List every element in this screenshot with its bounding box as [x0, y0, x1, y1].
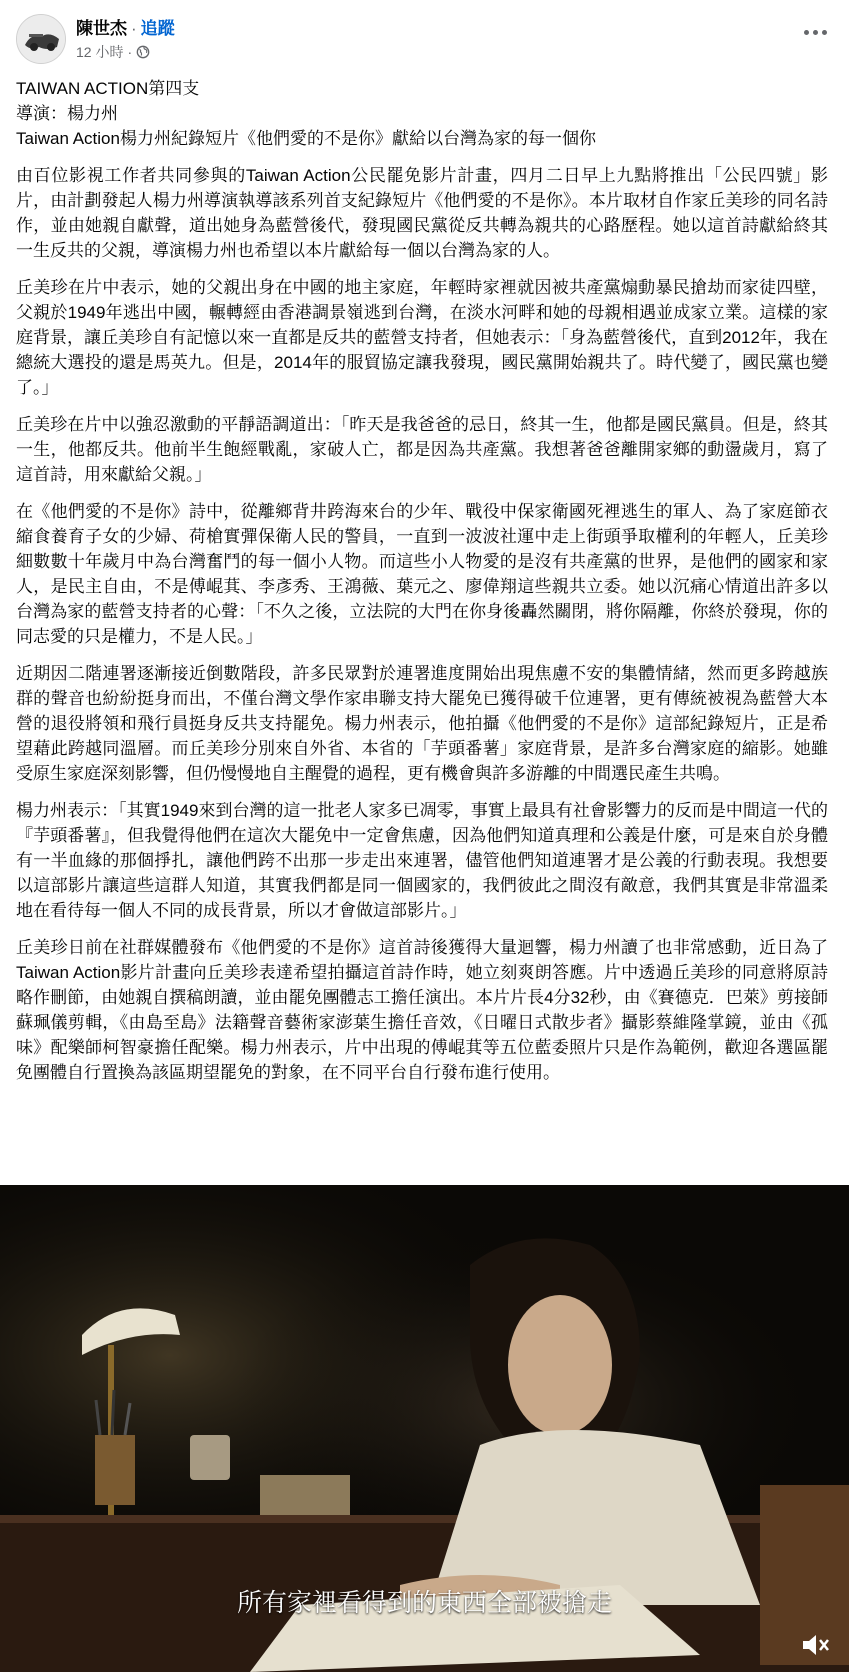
post-paragraph: 丘美珍日前在社群媒體發布《他們愛的不是你》這首詩後獲得大量迴響，楊力州讀了也非常感動，近日為了Taiwan Action影片計畫向丘美珍表達希望拍攝這首詩作時，她立刻爽朗答應。片中透過丘美珍的同意將原詩略作刪節，由她親自撰稿朗讀，並由罷免團體志工擔任演出。本片片長4分32秒，由《賽德克．巴萊》剪接師蘇珮儀剪輯，《由島至島》法籍聲音藝術家澎葉生擔任音效，《日曜日式散步者》攝影蔡維隆掌鏡，並由《孤味》配樂師柯智豪擔任配樂。楊力州表示，片中出現的傅崐萁等五位藍委照片只是作為範例，歡迎各選區罷免團體自行置換為該區期望罷免的對象，在不同平台自行發布進行使用。	[16, 938, 828, 1082]
post-paragraph: 楊力州表示：「其實1949來到台灣的這一批老人家多已凋零，事實上最具有社會影響力的反而是中間這一代的『芋頭番薯』，但我覺得他們在這次大罷免中一定會焦慮，因為他們知道真理和公義是什麼，可是來自於身體有一半血緣的那個掙扎，讓他們跨不出那一步走出來連署，儘管他們知道連署才是公義的行動表現。我想要以這部影片讓這些這群人知道，其實我們都是同一個國家的，我們彼此之間沒有敵意，我們其實是非常溫柔地在看待每一個人不同的成長背景，所以才會做這部影片。」	[16, 801, 828, 920]
author-line	[76, 14, 175, 39]
post-title-line: TAIWAN ACTION第四支	[16, 79, 200, 98]
speaker-muted-icon[interactable]	[799, 1630, 831, 1660]
post-text	[16, 76, 828, 1085]
speaker-muted-svg	[799, 1630, 831, 1660]
tea-cup	[190, 1435, 230, 1480]
follow-button[interactable]: 追蹤	[140, 19, 175, 38]
video-subtitle: 所有家裡看得到的東西全部被搶走	[236, 1588, 612, 1617]
more-dot	[804, 30, 809, 35]
more-dot	[813, 30, 818, 35]
post-title-block	[16, 76, 828, 151]
globe-icon[interactable]	[136, 45, 150, 59]
post-director-line: 導演：楊力州	[16, 104, 118, 123]
more-options-icon[interactable]	[801, 22, 829, 42]
avatar[interactable]	[16, 14, 66, 64]
post-paragraph: 在《他們愛的不是你》詩中，從離鄉背井跨海來台的少年、戰役中保家衛國死裡逃生的軍人、為了家庭節衣縮食養育子女的少婦、荷槍實彈保衛人民的警員，一直到一波波社運中走上街頭爭取權利的年輕人，丘美珍細數數十年歲月中為台灣奮鬥的每一個小人物。而這些小人物愛的是沒有共產黨的世界，是他們的國家和家人，是民主自由，不是傅崐萁、李彥秀、王鴻薇、葉元之、廖偉翔這些親共立委。她以沉痛心情道出許多以台灣為家的藍營支持者的心聲：「不久之後，立法院的大門在你身後轟然關閉，將你隔離，你終於發現，你的同志愛的只是權力，不是人民。」	[16, 502, 828, 646]
post-headline: Taiwan Action楊力州紀錄短片《他們愛的不是你》獻給以台灣為家的每一個你	[16, 129, 596, 148]
post-paragraph: 由百位影視工作者共同參與的Taiwan Action公民罷免影片計畫，四月二日早上九點將推出「公民四號」影片，由計劃發起人楊力州導演執導該系列首支紀錄短片《他們愛的不是你》。本片取材自作家丘美珍的同名詩作，並由她親自獻聲，道出她身為藍營後代，發現國民黨從反共轉為親共的心路歷程。她以這首詩獻給終其一生反共的父親，導演楊力州也希望以本片獻給每一個以台灣為家的人。	[16, 166, 828, 260]
author-name[interactable]: 陳世杰	[76, 19, 127, 38]
video-player[interactable]	[0, 1185, 849, 1672]
post-paragraph: 丘美珍在片中以強忍激動的平靜語調道出：「昨天是我爸爸的忌日，終其一生，他都是國民黨員。但是，終其一生，他都反共。他前半生飽經戰亂，家破人亡，都是因為共產黨。我想著爸爸離開家鄉的動盪歲月，寫了這首詩，用來獻給父親。」	[16, 415, 828, 484]
avatar-logo-icon	[17, 15, 66, 64]
post-header	[0, 0, 849, 64]
post-time[interactable]: 12 小時	[76, 44, 124, 60]
post-paragraph: 近期因二階連署逐漸接近倒數階段，許多民眾對於連署進度開始出現焦慮不安的集體情緒，然而更多跨越族群的聲音也紛紛挺身而出，不僅台灣文學作家串聯支持大罷免已獲得破千位連署，更有傳統被視為藍營大本營的退役將領和飛行員挺身反共支持罷免。楊力州表示，他拍攝《他們愛的不是你》這部紀錄短片，正是希望藉此跨越同溫層。而丘美珍分別來自外省、本省的「芋頭番薯」家庭背景，是許多台灣家庭的縮影。她雖受原生家庭深刻影響，但仍慢慢地自主醒覺的過程，更有機會與許多游離的中間選民產生共鳴。	[16, 664, 828, 783]
book-stack	[260, 1475, 350, 1515]
post-meta	[76, 42, 150, 62]
meta-separator: ·	[127, 44, 133, 60]
more-dot	[822, 30, 827, 35]
separator: ·	[131, 19, 137, 38]
post-paragraph: 丘美珍在片中表示，她的父親出身在中國的地主家庭，年輕時家裡就因被共產黨煽動暴民搶劫而家徒四壁，父親於1949年逃出中國，輾轉經由香港調景嶺逃到台灣，在淡水河畔和她的母親相遇並成家立業。這樣的家庭背景，讓丘美珍自有記憶以來一直都是反共的藍營支持者，但她表示：「身為藍營後代，直到2012年，我在總統大選投的還是馬英九。但是，2014年的服貿協定讓我發現，國民黨開始親共了。時代變了，國民黨也變了。」	[16, 278, 828, 397]
